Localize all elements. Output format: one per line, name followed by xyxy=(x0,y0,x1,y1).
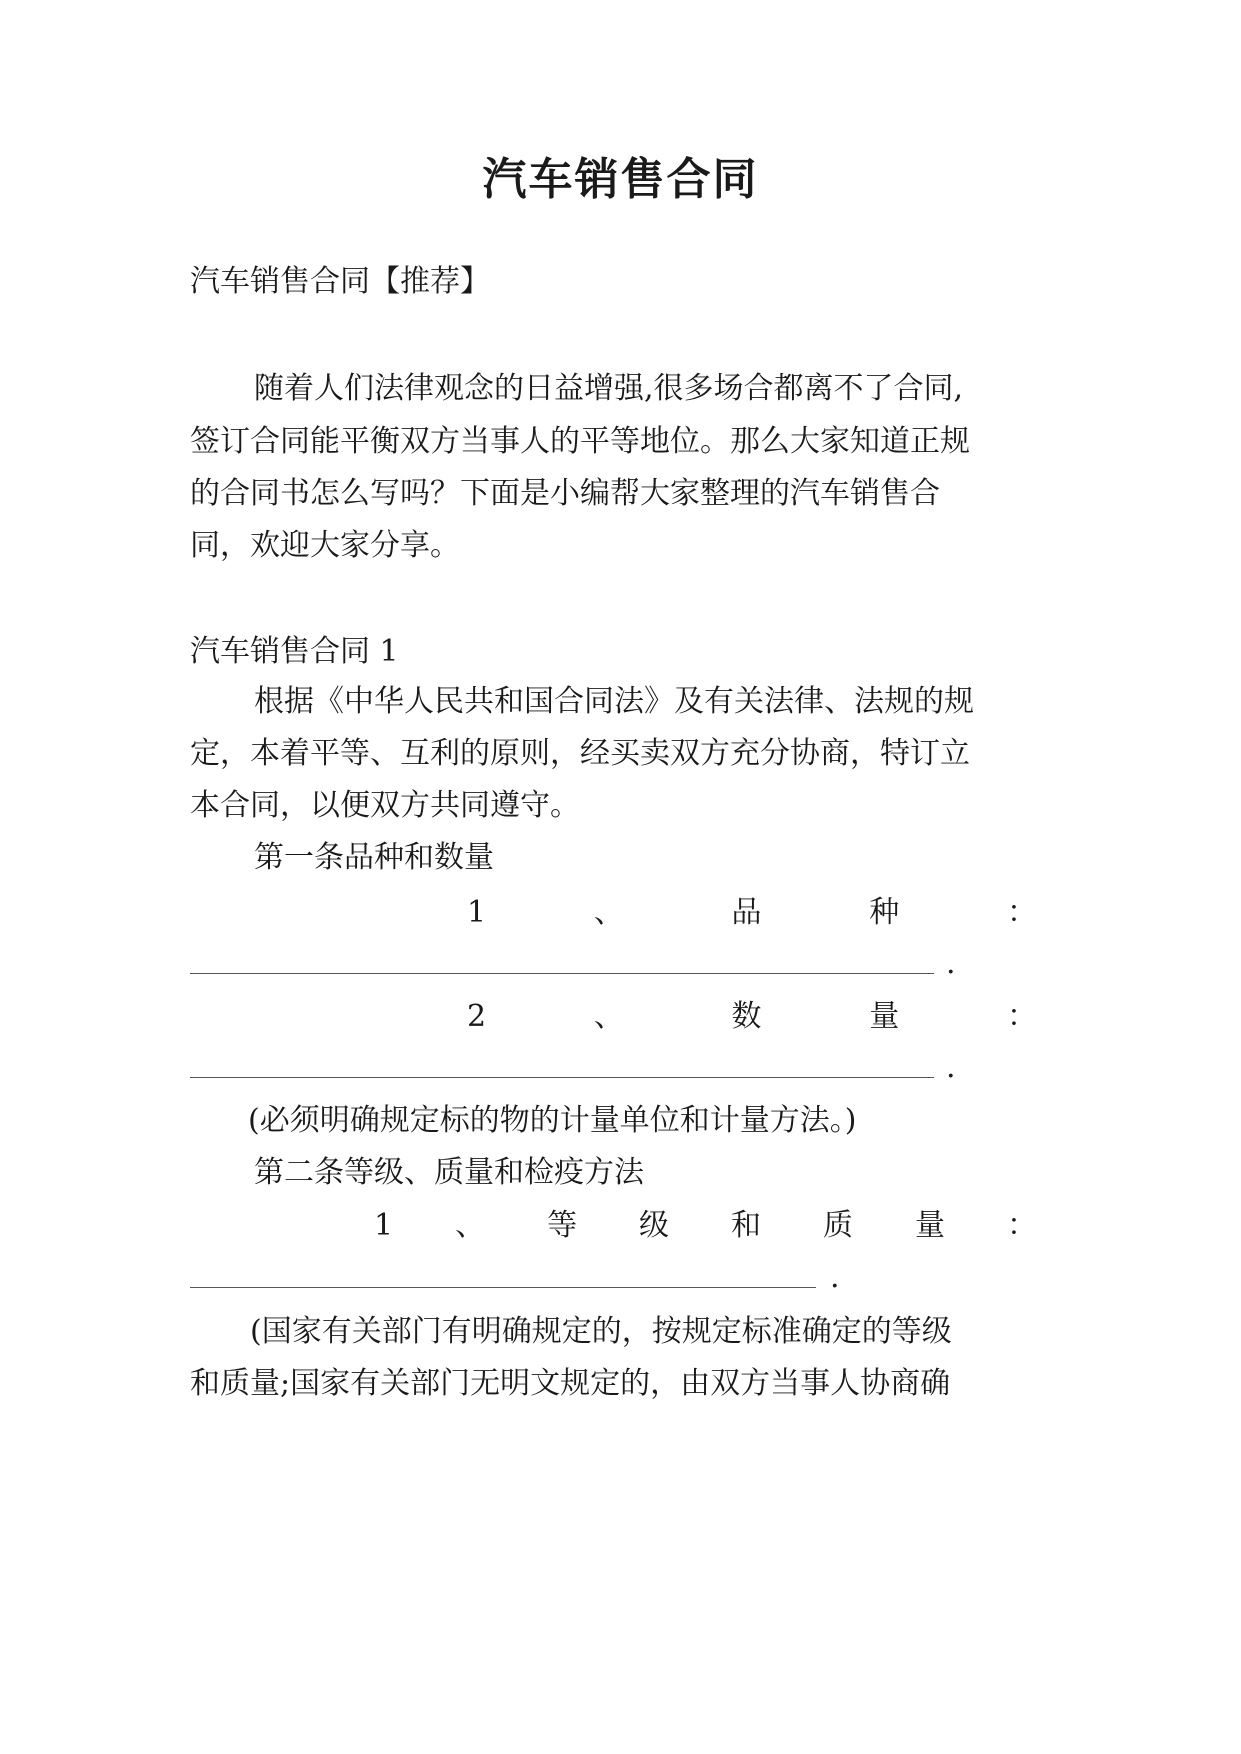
fill-in-line xyxy=(190,1287,816,1288)
intro-line-3: 的合同书怎么写吗？下面是小编帮大家整理的汽车销售合 xyxy=(190,476,940,511)
preamble-line-1: 根据《中华人民共和国合同法》及有关法律、法规的规 xyxy=(254,684,974,719)
item-char: 和 xyxy=(731,1208,762,1243)
item-separator: 、 xyxy=(593,999,624,1034)
line-end-period: . xyxy=(946,946,956,981)
intro-line-1: 随着人们法律观念的日益增强,很多场合都离不了合同, xyxy=(254,371,964,406)
item-number: 2 xyxy=(467,999,487,1034)
preamble-line-3: 本合同，以便双方共同遵守。 xyxy=(190,788,580,823)
item-separator: 、 xyxy=(455,1208,486,1243)
preamble-line-2: 定，本着平等、互利的原则，经买卖双方充分协商，特订立 xyxy=(190,736,970,771)
item-char: 级 xyxy=(639,1208,670,1243)
item-colon: ： xyxy=(1006,1208,1037,1243)
intro-line-2: 签订合同能平衡双方当事人的平等地位。那么大家知道正规 xyxy=(190,424,970,459)
article1-item1-blank xyxy=(190,944,970,984)
item-colon: ： xyxy=(1006,999,1037,1034)
item-number: 1 xyxy=(374,1208,394,1243)
article1-heading: 第一条品种和数量 xyxy=(254,840,494,875)
article1-note: (必须明确规定标的物的计量单位和计量方法。) xyxy=(248,1103,857,1138)
item-colon: ： xyxy=(1006,895,1037,930)
document-title: 汽车销售合同 xyxy=(482,154,759,205)
document-subtitle: 汽车销售合同【推荐】 xyxy=(190,264,490,299)
item-separator: 、 xyxy=(593,895,624,930)
item-char: 量 xyxy=(915,1208,945,1243)
section-heading: 汽车销售合同 1 xyxy=(190,634,399,669)
item-number: 1 xyxy=(467,895,487,930)
item-char: 数 xyxy=(731,999,762,1034)
fill-in-line xyxy=(190,973,934,974)
article2-heading: 第二条等级、质量和检疫方法 xyxy=(254,1155,644,1190)
article2-note-line-1: (国家有关部门有明确规定的，按规定标准确定的等级 xyxy=(250,1314,952,1349)
article2-item1-label xyxy=(374,1206,1037,1246)
article1-item1-label xyxy=(467,893,1037,933)
article1-item2-label xyxy=(467,997,1037,1037)
line-end-period: . xyxy=(830,1260,840,1295)
item-char: 质 xyxy=(823,1208,854,1243)
item-char: 等 xyxy=(547,1208,578,1243)
item-char: 品 xyxy=(731,895,762,930)
article2-note-line-2: 和质量;国家有关部门无明文规定的，由双方当事人协商确 xyxy=(190,1366,951,1401)
line-end-period: . xyxy=(946,1050,956,1085)
fill-in-line xyxy=(190,1077,934,1078)
item-char: 量 xyxy=(869,999,900,1034)
item-char: 种 xyxy=(869,895,900,930)
article1-item2-blank xyxy=(190,1048,970,1088)
article2-item1-blank xyxy=(190,1258,870,1298)
intro-line-4: 同，欢迎大家分享。 xyxy=(190,528,460,563)
